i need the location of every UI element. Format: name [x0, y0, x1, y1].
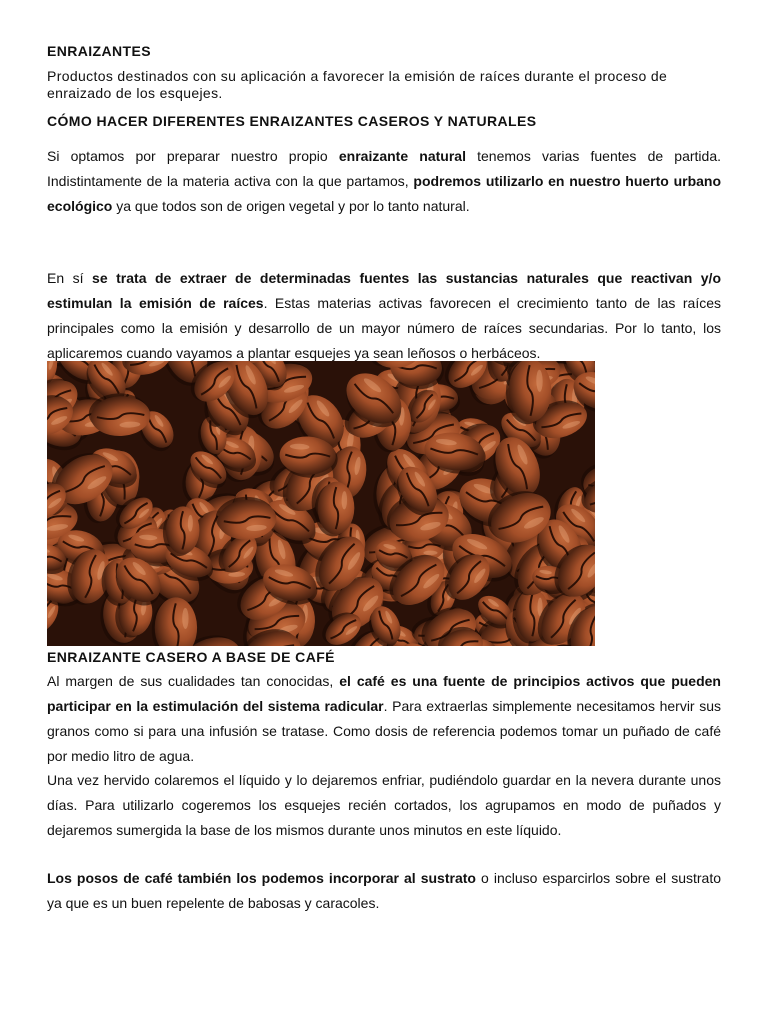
paragraph-coffee-extraction: Al margen de sus cualidades tan conocidas, el café es una fuente de principios activos que pueden participar en la estimulación del sistema radicular. Para extraerlas simplemente necesitamos hervir sus granos como si para una infusión se tratase. Como dosis de referencia podemos tomar un puñado de café por medio litro de agua. — [47, 673, 721, 764]
section-heading-cafe: ENRAIZANTE CASERO A BASE DE CAFÉ — [47, 649, 335, 665]
intro-paragraph: Productos destinados con su aplicación a favorecer la emisión de raíces durante el proceso de enraizado de los esquejes. — [47, 68, 668, 101]
section-heading-enraizantes: ENRAIZANTES — [47, 43, 151, 59]
paragraph-extraction: En sí se trata de extraer de determinadas fuentes las sustancias naturales que reactivan y/o estimulan la emisión de raíces. Estas materias activas favorecen el crecimiento tanto de las raíces principales como la emisión y desarrollo de un mayor número de raíces secundarias. Por lo tanto, los aplicaremos cuando vayamos a plantar esquejes ya sean leñosos o herbáceos. — [47, 270, 721, 361]
coffee-beans-photo — [47, 361, 595, 646]
section-heading-caseros: CÓMO HACER DIFERENTES ENRAIZANTES CASEROS Y NATURALES — [47, 113, 537, 129]
paragraph-coffee-usage: Una vez hervido colaremos el líquido y lo dejaremos enfriar, pudiéndolo guardar en la nevera durante unos días. Para utilizarlo cogeremos los esquejes recién cortados, los agrupamos en modo de puñados y dejaremos sumergida la base de los mismos durante unos minutos en este líquido. — [47, 772, 721, 838]
paragraph-natural-rooting: Si optamos por preparar nuestro propio enraizante natural tenemos varias fuentes de partida. Indistintamente de la materia activa con la que partamos, podremos utilizarlo en nuestro huerto urbano ecológico ya que todos son de origen vegetal y por lo tanto natural. — [47, 148, 722, 214]
paragraph-coffee-grounds: Los posos de café también los podemos incorporar al sustrato o incluso esparcirlos sobre el sustrato ya que es un buen repelente de babosas y caracoles. — [47, 870, 721, 911]
